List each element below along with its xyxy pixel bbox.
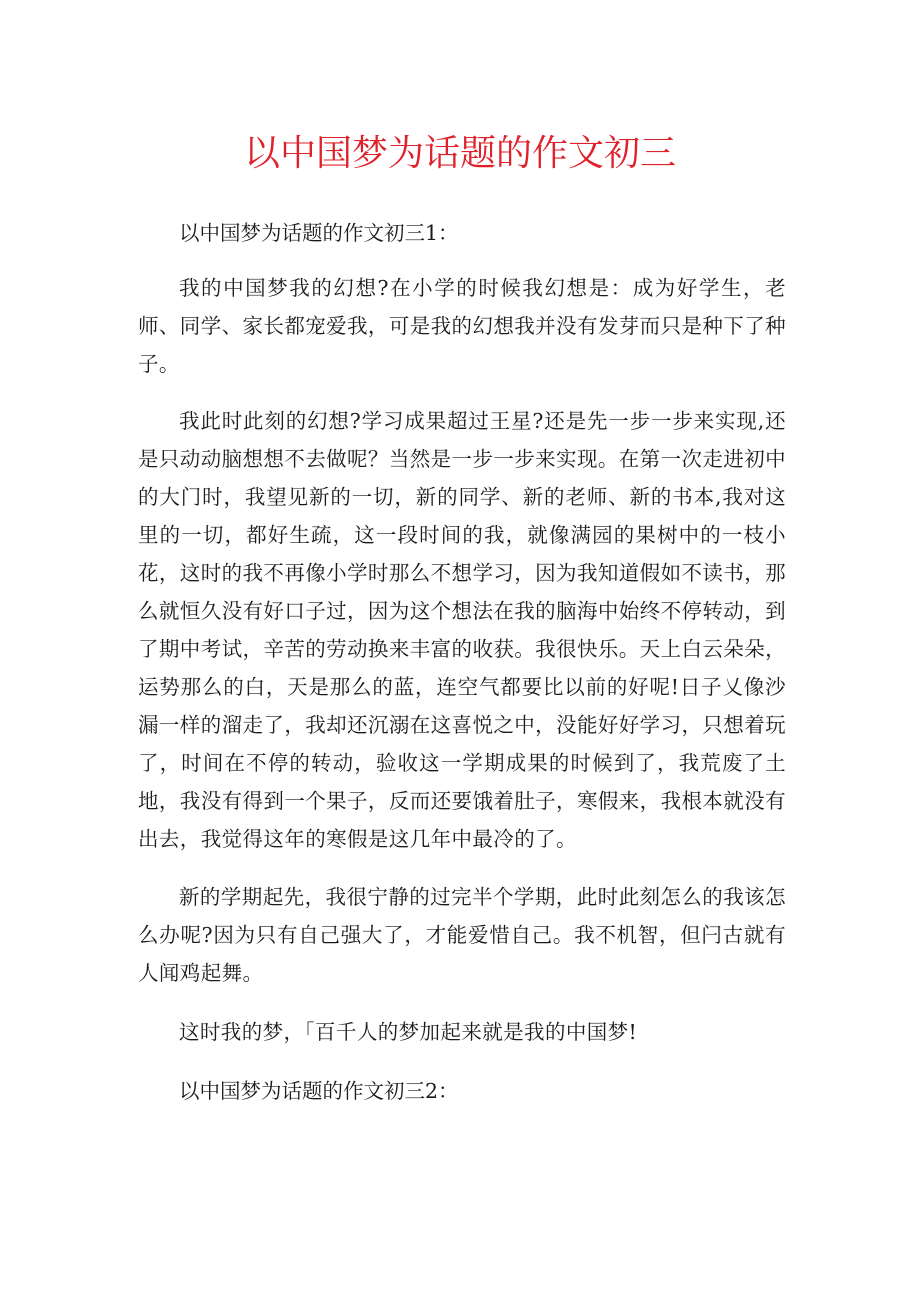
paragraph-3: 新的学期起先，我很宁静的过完半个学期，此时此刻怎么的我该怎么办呢?因为只有自己强大了，才能爱惜自己。我不机智，但闩古就有人闻鸡起舞。 <box>138 885 786 985</box>
section-heading-1: 以中国梦为话题的作文初三1： <box>179 221 459 245</box>
section-heading-2: 以中国梦为话题的作文初三2： <box>179 1079 459 1103</box>
paragraph-1: 我的中国梦我的幻想?在小学的时候我幻想是：成为好学生，老师、同学、家长都宠爱我，可是我的幻想我并没有发芽而只是种下了种子。 <box>138 276 786 376</box>
paragraph-4: 这时我的梦，「百千人的梦加起来就是我的中国梦! <box>179 1020 638 1044</box>
paragraph-2: 我此时此刻的幻想?学习成果超过王星?还是先一步一步来实现,还是只动动脑想想不去做呢？当然是一步一步来实现。在第一次走进初中的大门时，我望见新的一切，新的同学、新的老师、新的书本,我对这里的一切，都好生疏，这一段时间的我，就像满园的果树中的一枝小花，这时的我不再像小学时那么不想学习，因为我知道假如不读书，那么就恒久没有好口子过，因为这个想法在我的脑海中始终不停转动，到了期中考试，辛苦的劳动换来丰富的收获。我很快乐。天上白云朵朵，运势那么的白，天是那么的蓝，连空气都要比以前的好呢!日子乂像沙漏一样的溜走了，我却还沉溺在这喜悦之中，没能好好学习，只想着玩了，时间在不停的转动，验收这一学期成果的时候到了，我荒废了土地，我没有得到一个果子，反而还要饿着肚子，寒假来，我根本就没有出去，我觉得这年的寒假是这几年中最冷的了。 <box>138 409 786 851</box>
document-body <box>138 214 786 1110</box>
document-title: 以中国梦为话题的作文初三 <box>243 133 676 174</box>
